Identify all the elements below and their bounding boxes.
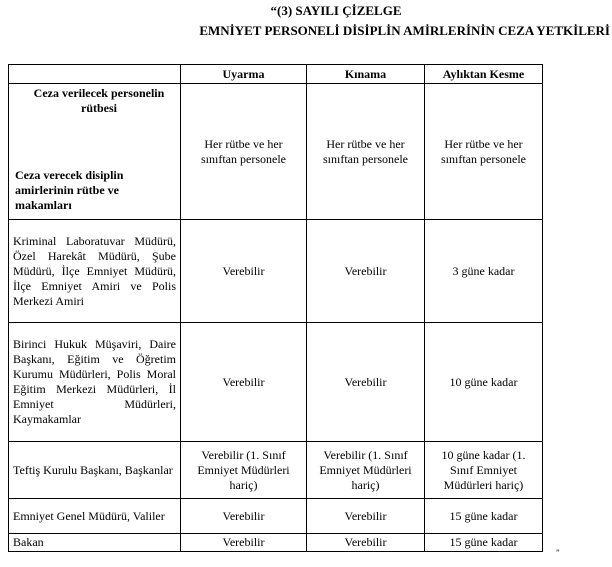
value-cell: Verebilir: [181, 220, 307, 323]
table-row: [9, 534, 543, 552]
authority-cell: Kriminal Laboratuvar Müdürü, Özel Harekât Müdürü, Şube Müdürü, İlçe Emniyet Müdürü, İlçe Emniyet Amiri ve Polis Merkezi Amiri: [9, 220, 181, 323]
table-row: [9, 220, 543, 323]
value-cell: Verebilir: [307, 534, 425, 552]
value-cell: 15 güne kadar: [425, 534, 543, 552]
subheader-cell: Her rütbe ve her sınıftan personele: [425, 84, 543, 220]
closing-quote-mark: ”: [556, 548, 560, 557]
value-cell: 10 güne kadar: [425, 323, 543, 442]
value-cell: Verebilir (1. Sınıf Emniyet Müdürleri hariç): [181, 442, 307, 499]
col-header-kinama: Kınama: [307, 65, 425, 84]
authority-cell: Bakan: [9, 534, 181, 552]
corner-bottom-label: Ceza verecek disiplin amirlerinin rütbe ve makamları: [15, 168, 124, 212]
table-row: [9, 499, 543, 534]
value-cell: Verebilir (1. Sınıf Emniyet Müdürleri hariç): [307, 442, 425, 499]
table-row: [9, 442, 543, 499]
col-header-ayliktan-kesme: Aylıktan Kesme: [425, 65, 543, 84]
value-cell: Verebilir: [307, 499, 425, 534]
corner-top-label: Ceza verilecek personelin rütbesi: [33, 86, 165, 115]
authority-cell: Teftiş Kurulu Başkanı, Başkanlar: [9, 442, 181, 499]
value-cell: Verebilir: [181, 499, 307, 534]
value-cell: 10 güne kadar (1. Sınıf Emniyet Müdürleri hariç): [425, 442, 543, 499]
table-row: [9, 323, 543, 442]
corner-cell: [9, 84, 181, 220]
penalty-authority-table: [8, 64, 543, 552]
table-number-title: “(3) SAYILI ÇİZELGE: [270, 3, 402, 18]
authority-cell: Birinci Hukuk Müşaviri, Daire Başkanı, Eğitim ve Öğretim Kurumu Müdürleri, Polis Moral Eğitim Merkezi Müdürleri, İl Emniyet Müdürleri, Kaymakamlar: [9, 323, 181, 442]
header-row: [9, 65, 543, 84]
value-cell: Verebilir: [307, 323, 425, 442]
table-main-title: EMNİYET PERSONELİ DİSİPLİN AMİRLERİNİN CEZA YETKİLERİ: [199, 23, 610, 38]
col-header-uyarma: Uyarma: [181, 65, 307, 84]
value-cell: 3 güne kadar: [425, 220, 543, 323]
subheader-row: [9, 84, 543, 220]
header-corner-cell: [9, 65, 181, 84]
value-cell: Verebilir: [181, 323, 307, 442]
authority-cell: Emniyet Genel Müdürü, Valiler: [9, 499, 181, 534]
subheader-cell: Her rütbe ve her sınıftan personele: [307, 84, 425, 220]
subheader-cell: Her rütbe ve her sınıftan personele: [181, 84, 307, 220]
value-cell: 15 güne kadar: [425, 499, 543, 534]
value-cell: Verebilir: [181, 534, 307, 552]
value-cell: Verebilir: [307, 220, 425, 323]
